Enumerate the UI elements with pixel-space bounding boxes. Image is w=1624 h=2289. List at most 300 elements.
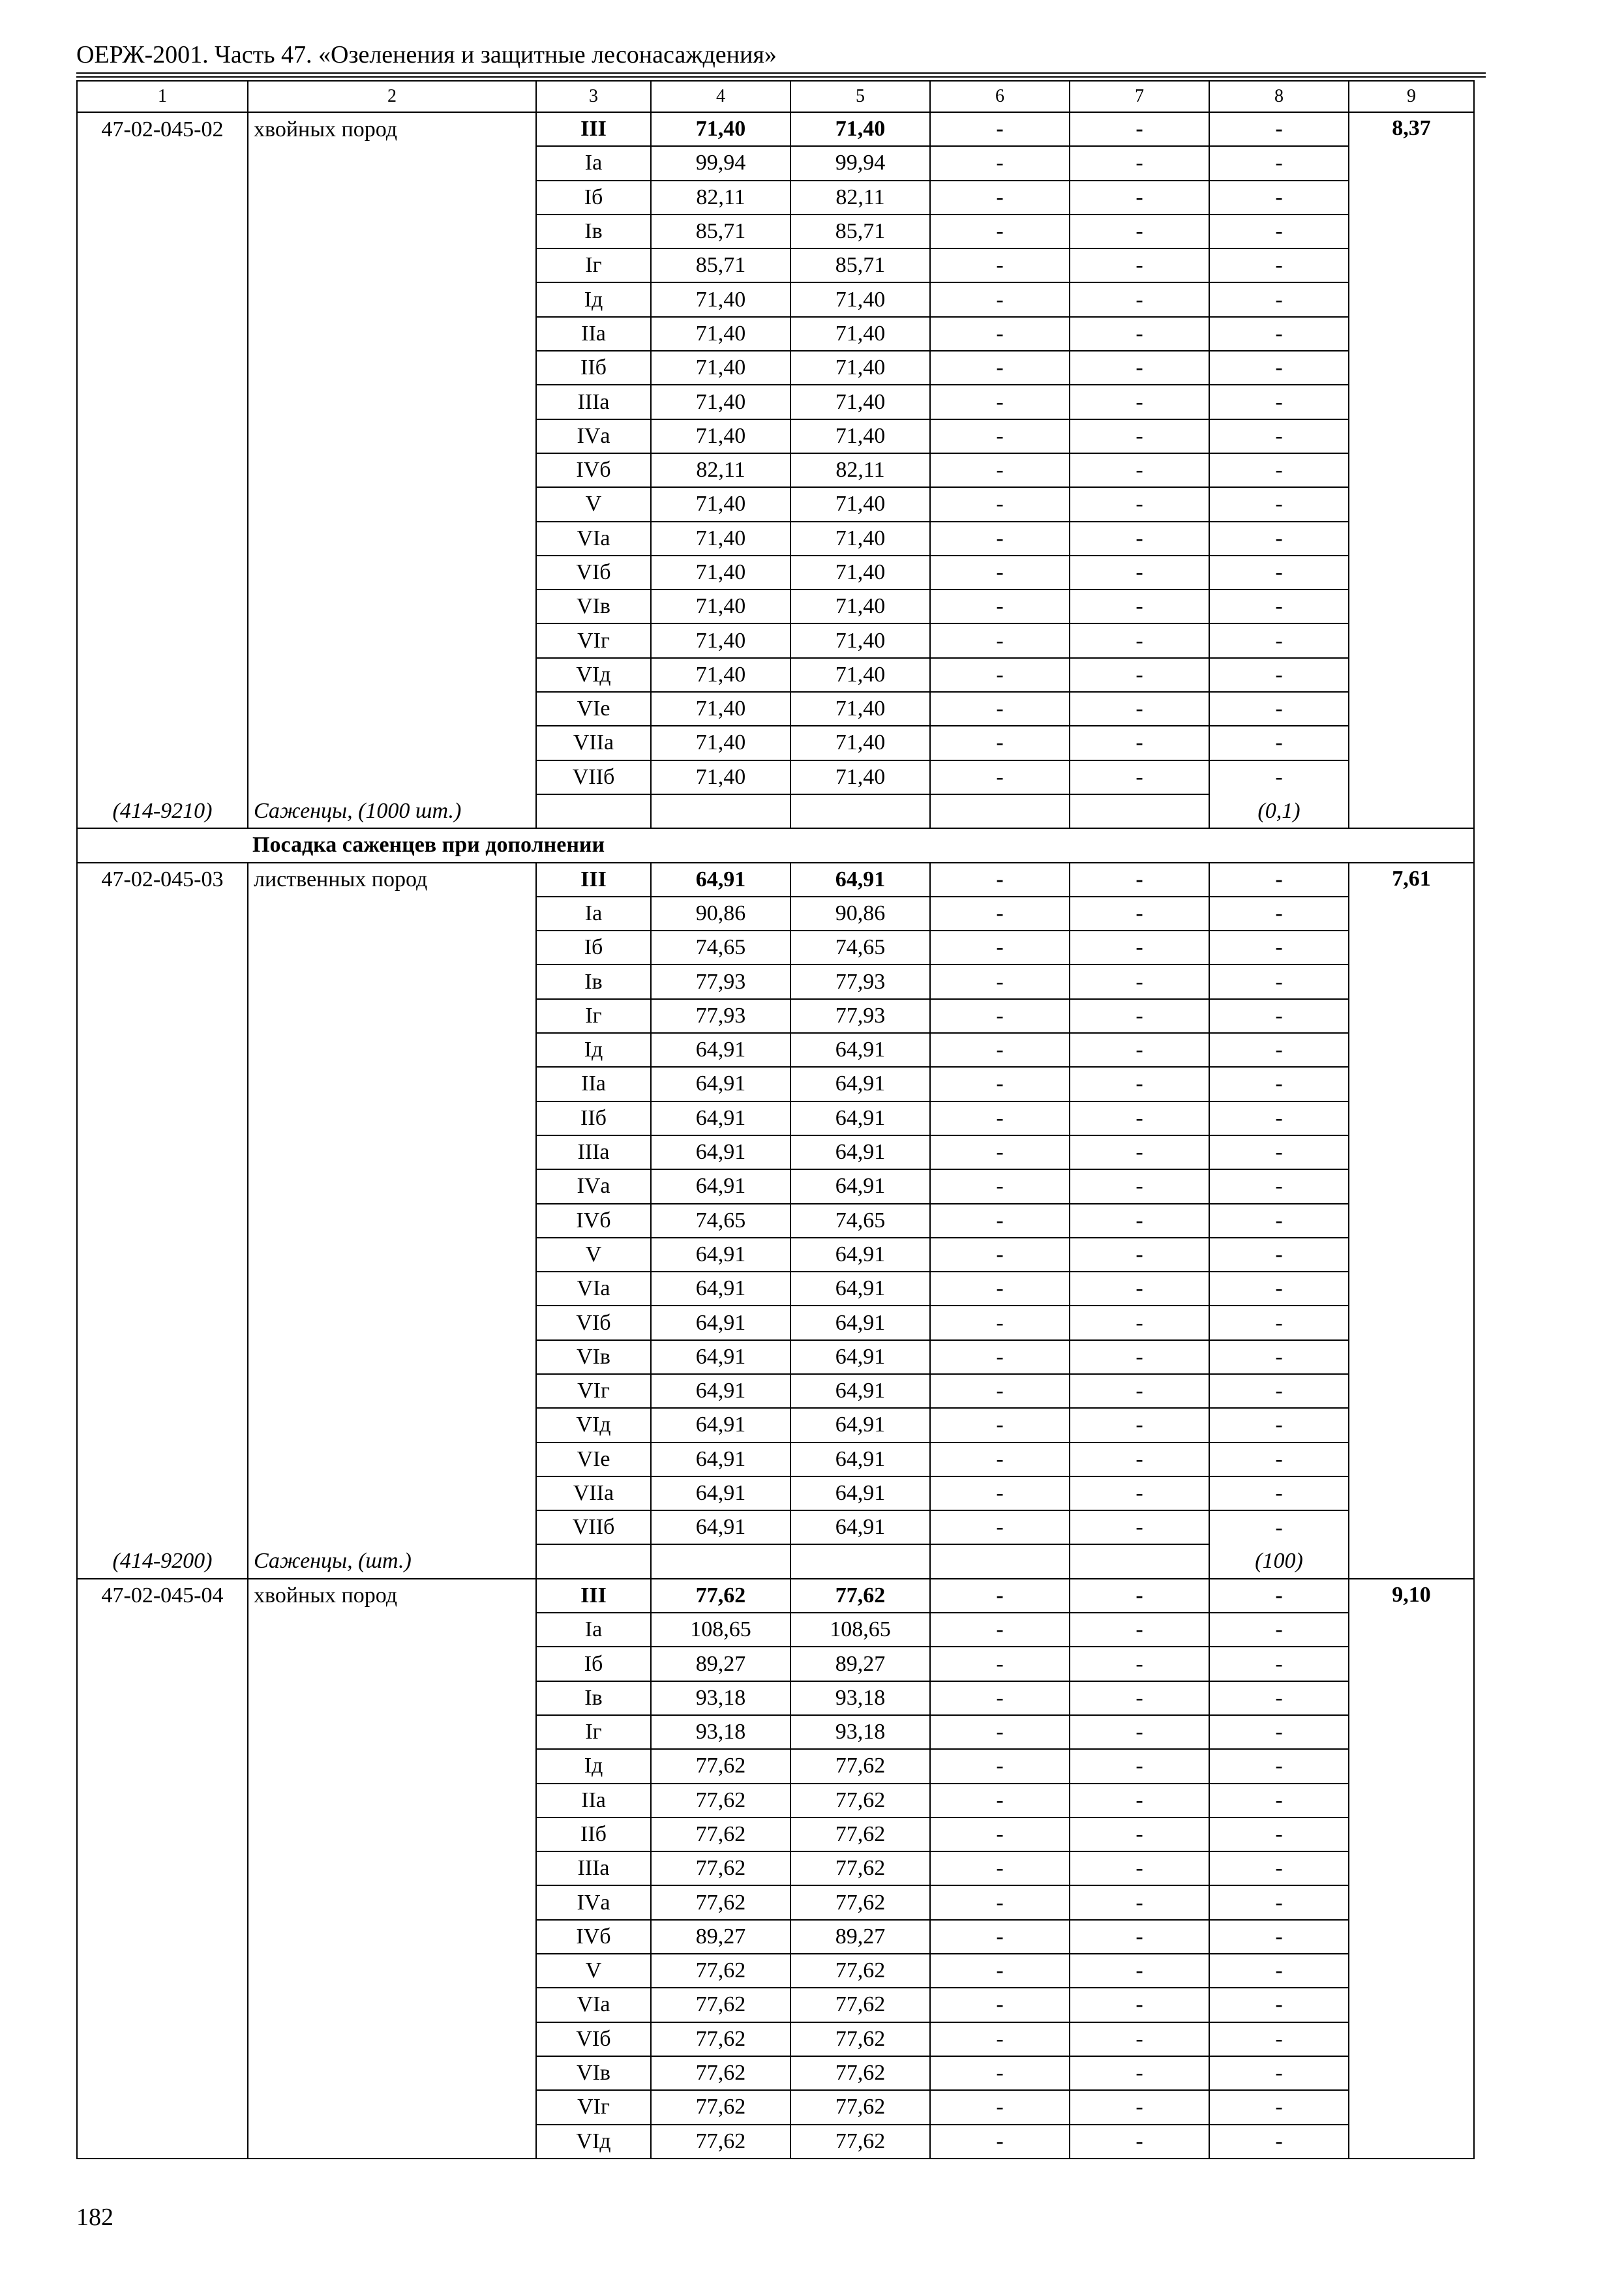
labor-cost-cell: 71,40 [790,658,930,692]
table-row [77,692,1474,726]
table-row [77,2056,1474,2090]
material-cost-cell: - [1209,1067,1349,1101]
machine-cost-cell: - [930,1204,1070,1238]
labor-total: 8,37 [1349,112,1474,146]
rate-code-cell [77,1851,248,1885]
direct-cost-cell: 93,18 [651,1681,790,1715]
zone-cell: VIа [536,522,651,556]
rate-code-cell [77,1340,248,1374]
material-cost-cell: - [1209,181,1349,215]
labor-total-cell [1349,1374,1474,1408]
rate-code-cell [77,1238,248,1272]
labor-cost-cell: 74,65 [790,1204,930,1238]
labor-cost-cell: 64,91 [790,1340,930,1374]
table-row [77,2022,1474,2056]
driver-cost-cell: - [1070,760,1209,794]
zone-cell: IVа [536,1885,651,1919]
material-cost-cell: - [1209,419,1349,453]
machine-cost-cell: - [930,2022,1070,2056]
rate-code-cell [77,590,248,623]
labor-cost-cell: 89,27 [790,1647,930,1681]
labor-cost-cell: 64,91 [790,863,930,897]
rate-name-cell [248,1749,536,1783]
machine-cost-cell: - [930,487,1070,521]
direct-cost-cell: 71,40 [651,556,790,590]
labor-total-cell [1349,1818,1474,1851]
rate-name: хвойных пород [248,1579,536,1613]
labor-total-cell [1349,385,1474,419]
labor-total-cell [1349,692,1474,726]
labor-cost-cell: 64,91 [790,1033,930,1067]
direct-cost-cell: 85,71 [651,248,790,282]
driver-cost-cell: - [1070,1954,1209,1988]
direct-cost-cell: 64,91 [651,1306,790,1339]
direct-cost-cell: 71,40 [651,760,790,794]
labor-total: 7,61 [1349,863,1474,897]
table-row [77,999,1474,1033]
labor-total-cell [1349,1681,1474,1715]
direct-cost-cell: 71,40 [651,282,790,316]
labor-total-cell [1349,1920,1474,1954]
machine-cost-cell: - [930,1169,1070,1203]
material-cost-cell: - [1209,1784,1349,1818]
table-row [77,282,1474,316]
direct-cost-cell: 71,40 [651,726,790,760]
rate-code-cell [77,760,248,794]
driver-cost-cell: - [1070,1885,1209,1919]
direct-cost-cell: 77,62 [651,1749,790,1783]
machine-cost-cell: - [930,1988,1070,2022]
table-row [77,623,1474,657]
rate-name-cell [248,726,536,760]
material-cost-cell: - [1209,1647,1349,1681]
zone-cell: Iа [536,897,651,931]
column-number: 6 [930,81,1070,112]
direct-cost-cell: 77,62 [651,1954,790,1988]
direct-cost-cell: 64,91 [651,1238,790,1272]
rate-name-cell [248,181,536,215]
material-cost-cell: - [1209,1851,1349,1885]
header-rule [76,76,1486,78]
driver-cost-cell: - [1070,1715,1209,1749]
table-row [77,2090,1474,2124]
column-number: 9 [1349,81,1474,112]
driver-cost-cell: - [1070,1272,1209,1306]
zone-cell: IIIа [536,1851,651,1885]
rate-code: 47-02-045-02 [77,112,248,146]
material-cost-cell: - [1209,1135,1349,1169]
direct-cost-cell: 64,91 [651,1476,790,1510]
driver-cost-cell: - [1070,181,1209,215]
labor-total-cell [1349,658,1474,692]
material-code: (414-9200) [77,1544,248,1578]
direct-cost-cell: 77,62 [651,1579,790,1613]
driver-cost-cell: - [1070,1101,1209,1135]
rate-name-cell [248,2090,536,2124]
material-cost-cell: - [1209,1681,1349,1715]
machine-cost-cell: - [930,1374,1070,1408]
material-cost-cell: - [1209,1204,1349,1238]
machine-cost-cell: - [930,112,1070,146]
material-cost-cell: - [1209,1920,1349,1954]
machine-cost-cell: - [930,1238,1070,1272]
direct-cost-cell: 64,91 [651,1067,790,1101]
rate-name-cell [248,248,536,282]
rate-code-cell [77,1272,248,1306]
rate-code-cell [77,999,248,1033]
labor-total-cell [1349,487,1474,521]
rate-name-cell [248,1647,536,1681]
labor-total-cell [1349,1647,1474,1681]
rate-code-cell [77,1135,248,1169]
table-row [77,1306,1474,1339]
table-row [77,1510,1474,1544]
driver-cost-cell: - [1070,1340,1209,1374]
material-cost-cell: - [1209,999,1349,1033]
table-row [77,487,1474,521]
rate-name-cell [248,2125,536,2159]
labor-cost-cell: 77,62 [790,1885,930,1919]
direct-cost-cell: 71,40 [651,112,790,146]
labor-total-cell [1349,146,1474,180]
driver-cost-cell: - [1070,1647,1209,1681]
direct-cost-cell: 64,91 [651,1510,790,1544]
driver-cost-cell: - [1070,1988,1209,2022]
table-row [77,1818,1474,1851]
labor-total-cell [1349,999,1474,1033]
zone-cell: VIб [536,2022,651,2056]
material-cost-cell: - [1209,1579,1349,1613]
rate-name-cell [248,1374,536,1408]
rate-code-cell [77,2125,248,2159]
rate-name-cell [248,1340,536,1374]
direct-cost-cell: 71,40 [651,623,790,657]
labor-cost-cell: 77,62 [790,1954,930,1988]
zone-cell: V [536,1238,651,1272]
direct-cost-cell: 77,62 [651,1784,790,1818]
table-row [77,863,1474,897]
empty-cell [790,794,930,828]
driver-cost-cell: - [1070,1851,1209,1885]
rate-code-cell [77,897,248,931]
table-row [77,1749,1474,1783]
machine-cost-cell: - [930,1613,1070,1647]
direct-cost-cell: 64,91 [651,1272,790,1306]
machine-cost-cell: - [930,351,1070,385]
driver-cost-cell: - [1070,248,1209,282]
zone-cell: IIа [536,317,651,351]
material-cost-cell: - [1209,1443,1349,1476]
rate-name-cell [248,1510,536,1544]
empty-cell [1070,1544,1209,1578]
direct-cost-cell: 99,94 [651,146,790,180]
labor-cost-cell: 71,40 [790,522,930,556]
labor-total-cell [1349,181,1474,215]
direct-cost-cell: 85,71 [651,215,790,248]
table-row [77,351,1474,385]
labor-cost-cell: 64,91 [790,1510,930,1544]
machine-cost-cell: - [930,2090,1070,2124]
material-cost-cell: - [1209,863,1349,897]
driver-cost-cell: - [1070,1408,1209,1442]
labor-cost-cell: 64,91 [790,1374,930,1408]
zone-cell: VIе [536,1443,651,1476]
zone-cell: Iв [536,215,651,248]
material-cost-cell: - [1209,1340,1349,1374]
rate-code-cell [77,248,248,282]
rate-code-cell [77,623,248,657]
zone-cell: IIа [536,1784,651,1818]
labor-total-cell [1349,623,1474,657]
driver-cost-cell: - [1070,2090,1209,2124]
labor-cost-cell: 71,40 [790,351,930,385]
table-row [77,1443,1474,1476]
driver-cost-cell: - [1070,863,1209,897]
machine-cost-cell: - [930,590,1070,623]
machine-cost-cell: - [930,385,1070,419]
zone-cell: VIб [536,556,651,590]
driver-cost-cell: - [1070,317,1209,351]
direct-cost-cell: 77,62 [651,2125,790,2159]
direct-cost-cell: 64,91 [651,1135,790,1169]
rate-code-cell [77,1818,248,1851]
table-row [77,317,1474,351]
direct-cost-cell: 64,91 [651,1374,790,1408]
labor-cost-cell: 64,91 [790,1272,930,1306]
machine-cost-cell: - [930,1749,1070,1783]
machine-cost-cell: - [930,522,1070,556]
labor-total-cell [1349,556,1474,590]
zone-cell: Iд [536,1749,651,1783]
labor-total-cell [1349,351,1474,385]
zone-cell: Iб [536,181,651,215]
machine-cost-cell: - [930,1306,1070,1339]
material-cost-cell: - [1209,2022,1349,2056]
direct-cost-cell: 64,91 [651,1033,790,1067]
labor-cost-cell: 77,62 [790,1749,930,1783]
driver-cost-cell: - [1070,1681,1209,1715]
rate-code-cell [77,1510,248,1544]
zone-cell: VIд [536,2125,651,2159]
labor-total-cell [1349,2022,1474,2056]
section-title: Посадка саженцев при дополнении [77,828,1474,862]
empty-cell [536,794,651,828]
rate-code: 47-02-045-03 [77,863,248,897]
rate-name: хвойных пород [248,112,536,146]
direct-cost-cell: 77,93 [651,999,790,1033]
rate-name-cell [248,692,536,726]
table-row [77,215,1474,248]
zone-cell: VIг [536,1374,651,1408]
material-cost-cell: - [1209,1715,1349,1749]
material-cost-cell: - [1209,1954,1349,1988]
labor-cost-cell: 64,91 [790,1067,930,1101]
machine-cost-cell: - [930,1340,1070,1374]
empty-cell [651,794,790,828]
labor-total-cell [1349,1169,1474,1203]
zone-cell: VIIб [536,1510,651,1544]
machine-cost-cell: - [930,931,1070,965]
rate-code-cell [77,1476,248,1510]
rate-code-cell [77,692,248,726]
labor-total-cell [1349,2090,1474,2124]
machine-cost-cell: - [930,282,1070,316]
rate-name-cell [248,1306,536,1339]
rate-code-cell [77,1885,248,1919]
table-row [77,760,1474,794]
zone-cell: III [536,1579,651,1613]
machine-cost-cell: - [930,1101,1070,1135]
zone-cell: Iв [536,965,651,998]
labor-cost-cell: 64,91 [790,1476,930,1510]
driver-cost-cell: - [1070,351,1209,385]
zone-cell: VIг [536,2090,651,2124]
table-row [77,1784,1474,1818]
machine-cost-cell: - [930,1067,1070,1101]
machine-cost-cell: - [930,1135,1070,1169]
material-cost-cell: - [1209,1306,1349,1339]
table-row [77,1238,1474,1272]
material-cost-cell: - [1209,1476,1349,1510]
zone-cell: VIв [536,2056,651,2090]
material-cost-cell: - [1209,282,1349,316]
direct-cost-cell: 77,93 [651,965,790,998]
labor-total-cell [1349,1851,1474,1885]
labor-total-cell [1349,1340,1474,1374]
driver-cost-cell: - [1070,522,1209,556]
table-row [77,1885,1474,1919]
driver-cost-cell: - [1070,658,1209,692]
labor-cost-cell: 77,62 [790,2056,930,2090]
direct-cost-cell: 82,11 [651,181,790,215]
driver-cost-cell: - [1070,282,1209,316]
labor-cost-cell: 89,27 [790,1920,930,1954]
direct-cost-cell: 77,62 [651,2090,790,2124]
labor-total-cell [1349,1408,1474,1442]
machine-cost-cell: - [930,317,1070,351]
table-row [77,112,1474,146]
labor-cost-cell: 71,40 [790,385,930,419]
driver-cost-cell: - [1070,556,1209,590]
direct-cost-cell: 93,18 [651,1715,790,1749]
empty-cell [1070,794,1209,828]
rate-name-cell [248,623,536,657]
driver-cost-cell: - [1070,1306,1209,1339]
labor-total-cell [1349,1613,1474,1647]
rate-name-cell [248,1238,536,1272]
labor-total-cell [1349,1784,1474,1818]
zone-cell: IVа [536,1169,651,1203]
rate-code-cell [77,215,248,248]
driver-cost-cell: - [1070,965,1209,998]
zone-cell: VIд [536,658,651,692]
driver-cost-cell: - [1070,487,1209,521]
machine-cost-cell: - [930,248,1070,282]
driver-cost-cell: - [1070,1033,1209,1067]
zone-cell: VIд [536,1408,651,1442]
rate-name-cell [248,317,536,351]
table-row [77,181,1474,215]
machine-cost-cell: - [930,1885,1070,1919]
empty-cell [1349,794,1474,828]
material-cost-cell: - [1209,1885,1349,1919]
table-row [77,248,1474,282]
rate-name-cell [248,351,536,385]
labor-cost-cell: 77,62 [790,2125,930,2159]
material-cost-cell: - [1209,1169,1349,1203]
labor-cost-cell: 71,40 [790,556,930,590]
machine-cost-cell: - [930,215,1070,248]
zone-cell: Iа [536,1613,651,1647]
labor-total-cell [1349,760,1474,794]
direct-cost-cell: 77,62 [651,2022,790,2056]
table-row [77,2125,1474,2159]
table-row [77,1988,1474,2022]
rate-name: лиственных пород [248,863,536,897]
labor-total-cell [1349,453,1474,487]
column-number: 4 [651,81,790,112]
table-row [77,419,1474,453]
table-row [77,385,1474,419]
material-code: (414-9210) [77,794,248,828]
rate-name-cell [248,215,536,248]
rate-name-cell [248,1818,536,1851]
machine-cost-cell: - [930,419,1070,453]
machine-cost-cell: - [930,1272,1070,1306]
material-cost-cell: - [1209,1272,1349,1306]
rate-name-cell [248,522,536,556]
rate-code-cell [77,2056,248,2090]
table-row [77,1272,1474,1306]
labor-cost-cell: 77,93 [790,999,930,1033]
labor-total-cell [1349,248,1474,282]
table-row [77,965,1474,998]
zone-cell: III [536,112,651,146]
material-cost-cell: - [1209,726,1349,760]
material-cost-cell: - [1209,1033,1349,1067]
column-number: 7 [1070,81,1209,112]
table-row [77,1613,1474,1647]
labor-cost-cell: 77,62 [790,1851,930,1885]
labor-total-cell [1349,1885,1474,1919]
labor-cost-cell: 77,62 [790,2090,930,2124]
rate-name-cell [248,1851,536,1885]
zone-cell: Iб [536,1647,651,1681]
machine-cost-cell: - [930,1851,1070,1885]
material-cost-cell: - [1209,1374,1349,1408]
material-cost-cell: - [1209,522,1349,556]
rate-code-cell [77,317,248,351]
material-cost-cell: - [1209,590,1349,623]
rate-code-cell [77,1443,248,1476]
rate-name-cell [248,1920,536,1954]
machine-cost-cell: - [930,965,1070,998]
rate-code-cell [77,1954,248,1988]
zone-cell: Iг [536,248,651,282]
rate-name-cell [248,2056,536,2090]
page-header: ОЕРЖ-2001. Часть 47. «Озеленения и защитные лесонасаждения» [76,41,777,68]
driver-cost-cell: - [1070,897,1209,931]
labor-cost-cell: 71,40 [790,112,930,146]
driver-cost-cell: - [1070,1374,1209,1408]
zone-cell: IIб [536,1101,651,1135]
material-cost-cell: - [1209,1101,1349,1135]
labor-cost-cell: 108,65 [790,1613,930,1647]
labor-total-cell [1349,317,1474,351]
table-row [77,556,1474,590]
direct-cost-cell: 77,62 [651,2056,790,2090]
rate-code-cell [77,658,248,692]
